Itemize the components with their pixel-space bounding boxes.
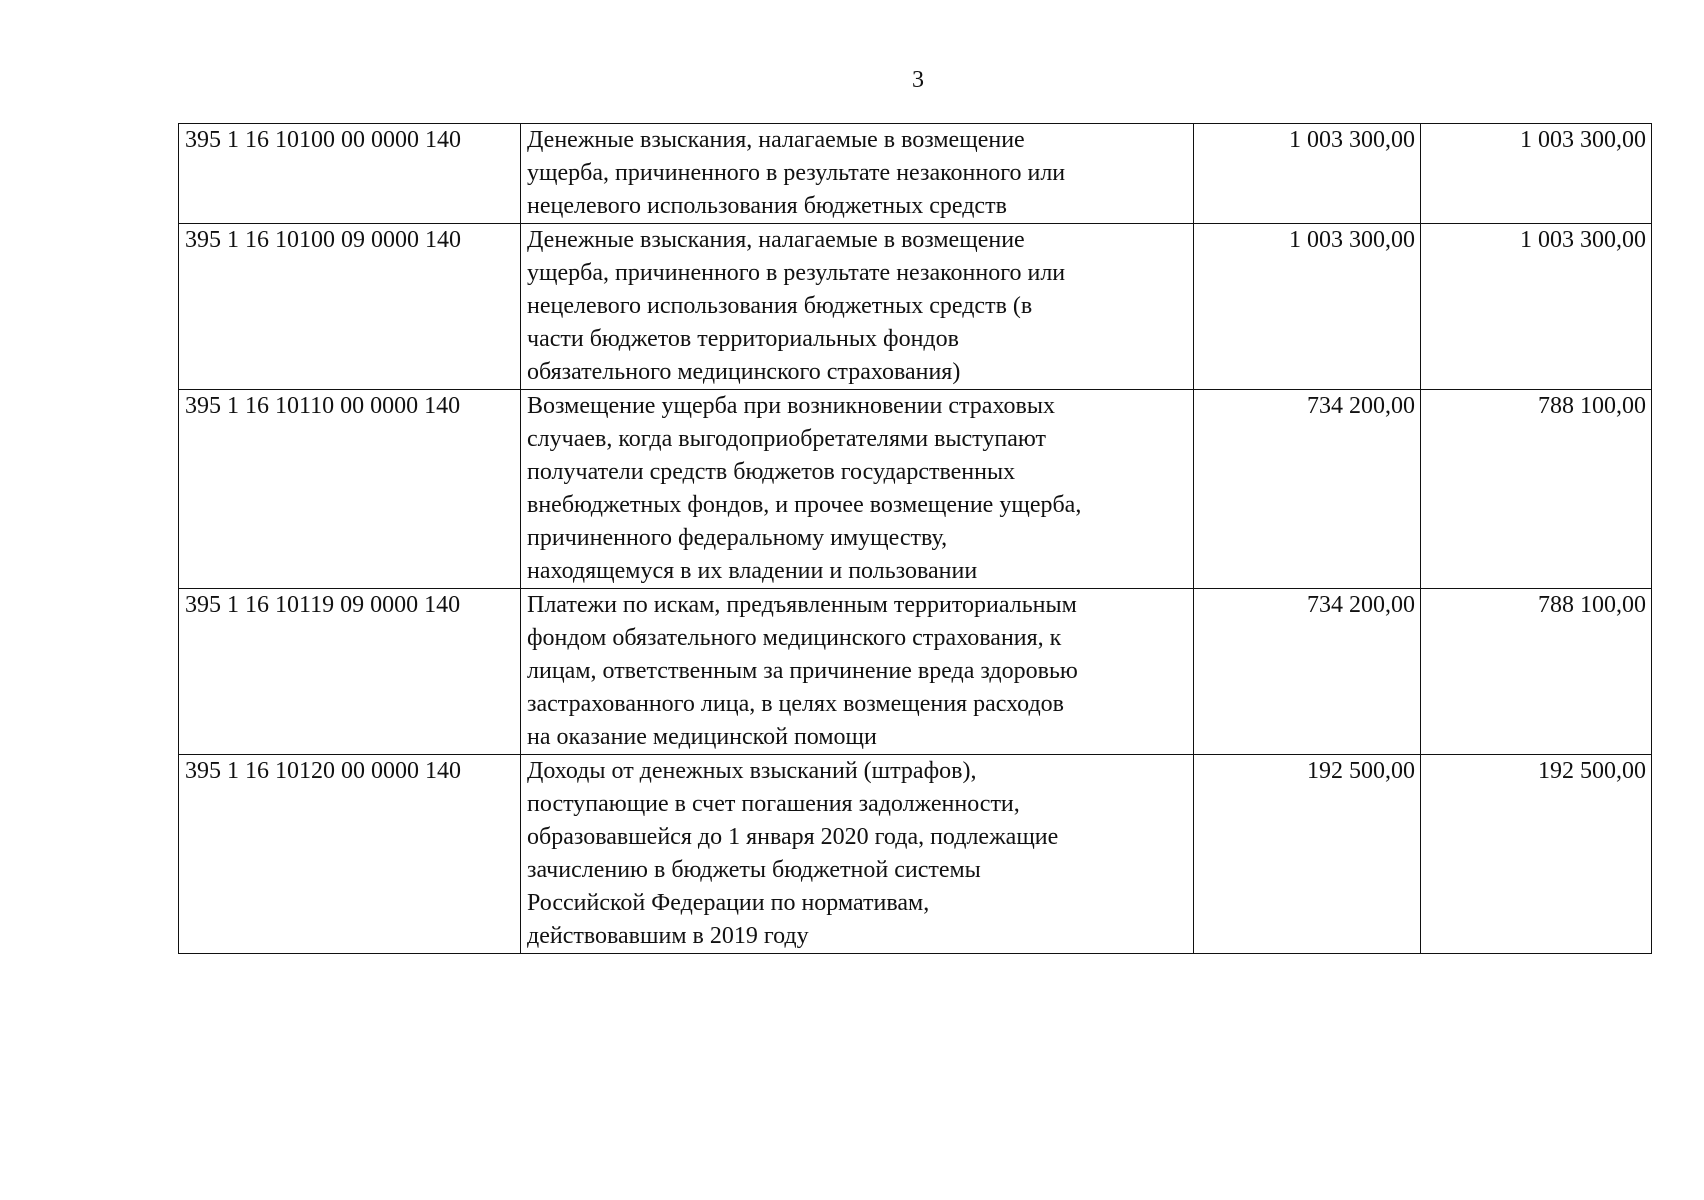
revenue-description-cell: Денежные взыскания, налагаемые в возмещение ущерба, причиненного в результате незаконного или нецелевого использования бюджетных средств [521,124,1194,224]
revenue-description-cell: Доходы от денежных взысканий (штрафов), поступающие в счет погашения задолженности, образовавшейся до 1 января 2020 года, подлежащие зачислению в бюджеты бюджетной системы Российской Федерации по нормативам, действовавшим в 2019 году [521,755,1194,954]
table-row [179,124,1652,224]
amount-cell-2: 788 100,00 [1421,390,1652,589]
revenue-code-cell: 395 1 16 10119 09 0000 140 [179,589,521,755]
amount-cell-2: 192 500,00 [1421,755,1652,954]
revenue-code-cell: 395 1 16 10100 00 0000 140 [179,124,521,224]
revenue-description-cell: Денежные взыскания, налагаемые в возмещение ущерба, причиненного в результате незаконного или нецелевого использования бюджетных средств (в части бюджетов территориальных фондов обязательного медицинского страхования) [521,224,1194,390]
amount-cell-1: 734 200,00 [1194,390,1421,589]
amount-cell-2: 788 100,00 [1421,589,1652,755]
table-row [179,755,1652,954]
revenue-code-cell: 395 1 16 10100 09 0000 140 [179,224,521,390]
revenue-description-cell: Платежи по искам, предъявленным территориальным фондом обязательного медицинского страхования, к лицам, ответственным за причинение вреда здоровью застрахованного лица, в целях возмещения расходов на оказание медицинской помощи [521,589,1194,755]
table-row [179,589,1652,755]
budget-revenue-table [178,123,1652,954]
revenue-code-cell: 395 1 16 10110 00 0000 140 [179,390,521,589]
amount-cell-1: 1 003 300,00 [1194,224,1421,390]
amount-cell-1: 192 500,00 [1194,755,1421,954]
table-row [179,224,1652,390]
table-row [179,390,1652,589]
amount-cell-1: 734 200,00 [1194,589,1421,755]
revenue-code-cell: 395 1 16 10120 00 0000 140 [179,755,521,954]
amount-cell-2: 1 003 300,00 [1421,224,1652,390]
amount-cell-2: 1 003 300,00 [1421,124,1652,224]
amount-cell-1: 1 003 300,00 [1194,124,1421,224]
revenue-description-cell: Возмещение ущерба при возникновении страховых случаев, когда выгодоприобретателями выступают получатели средств бюджетов государственных внебюджетных фондов, и прочее возмещение ущерба, причиненного федеральному имуществу, находящемуся в их владении и пользовании [521,390,1194,589]
page-number: 3 [912,67,924,93]
